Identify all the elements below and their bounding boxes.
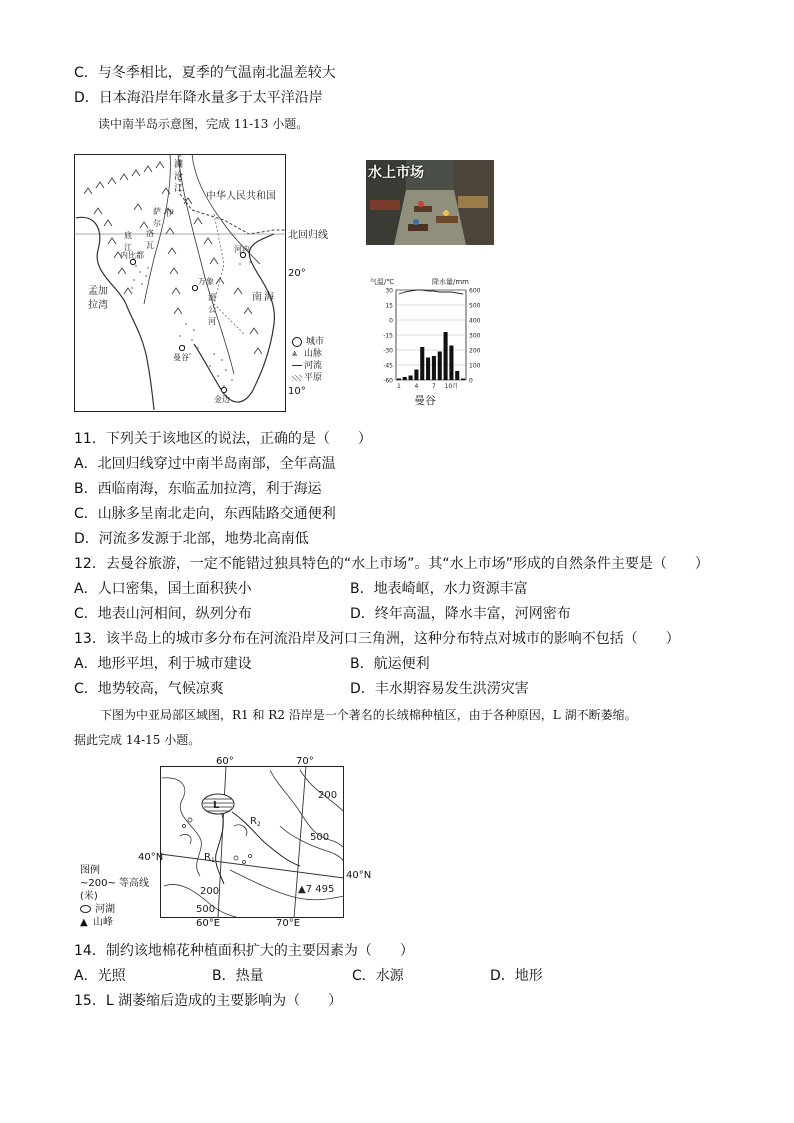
lat-40-right: 40°N: [346, 870, 372, 881]
svg-text:江: 江: [124, 243, 132, 252]
china-label: 中华人民共和国: [206, 191, 276, 202]
contour-200-s: 200: [200, 886, 220, 897]
intro-11-13: 读中南半岛示意图，完成 11-13 小题。: [98, 117, 309, 131]
svg-text:河: 河: [208, 317, 216, 326]
temp-tick-label: -45: [383, 362, 393, 370]
svg-text:湄: 湄: [208, 293, 216, 302]
q11-stem: 11．下列关于该地区的说法，正确的是（ ）: [74, 431, 372, 447]
q12-option-b[interactable]: B．地表崎岖，水力资源丰富: [350, 581, 528, 597]
contour-500-sw: 500: [196, 904, 216, 915]
temp-tick-label: 15: [385, 302, 393, 310]
q14-option-c[interactable]: C．水源: [352, 968, 404, 984]
precip-bar: [420, 347, 424, 380]
svg-text:公: 公: [208, 305, 216, 314]
r2-label: $R_2$: [250, 816, 261, 828]
legend-title: 图例: [80, 865, 100, 876]
q12-option-a[interactable]: A．人口密集，国土面积狭小: [74, 581, 252, 597]
precip-tick-label: 400: [469, 317, 481, 325]
intro-14-15-line1: 下图为中亚局部区域图，R1 和 R2 沿岸是一个著名的长绒棉种植区，由于各种原因，L 湖不断萎缩。: [100, 708, 637, 722]
temp-tick-label: 0: [389, 317, 393, 325]
option-d: D．日本海沿岸年降水量多于太平洋沿岸: [74, 90, 323, 106]
lat-10-label: 10°: [288, 386, 306, 397]
temp-axis-title: 气温/℃: [370, 278, 395, 286]
peak-icon: ▲: [80, 917, 88, 928]
r1-label: $R_1$: [204, 852, 215, 864]
temp-tick-label: -30: [383, 347, 393, 355]
indochina-map: [74, 154, 286, 412]
month-tick-label: 7: [432, 383, 436, 390]
svg-text:海: 海: [264, 292, 274, 303]
svg-text:曼谷: 曼谷: [173, 353, 189, 362]
q13-option-a[interactable]: A．地形平坦，利于城市建设: [74, 656, 252, 672]
svg-text:瓦: 瓦: [146, 241, 154, 250]
peak-label: ▲7 495: [298, 884, 335, 895]
svg-text:湾: 湾: [98, 300, 108, 311]
month-tick-label: 10月: [444, 383, 459, 390]
lon-60-bottom: 60°E: [196, 918, 221, 929]
lon-70-top: 70°: [296, 756, 314, 767]
precip-tick-label: 500: [469, 302, 481, 310]
photo-caption: 水上市场: [368, 165, 424, 181]
legend-plain: 平原: [304, 373, 323, 383]
q13-option-c[interactable]: C．地势较高，气候凉爽: [74, 681, 224, 697]
svg-text:沧: 沧: [174, 172, 184, 182]
lake-l-label: L: [213, 800, 220, 811]
precip-bar: [461, 379, 465, 381]
map1-legend: 城市 ⩓ 山脉 河流 平原: [292, 337, 325, 383]
temp-tick-label: 30: [385, 287, 393, 295]
precip-tick-label: 300: [469, 332, 481, 340]
precip-bar: [426, 358, 430, 381]
lon-70-bottom: 70°E: [276, 918, 301, 929]
precip-bar: [432, 356, 436, 380]
month-tick-label: 4: [414, 383, 419, 390]
precip-bar: [403, 377, 407, 380]
precip-bar: [444, 332, 448, 380]
svg-text:南: 南: [252, 292, 262, 303]
intro-14-15-line2: 据此完成 14-15 小题。: [74, 733, 201, 747]
q12-stem: 12．去曼谷旅游，一定不能错过独具特色的“水上市场”。其“水上市场”形成的自然条件主要是（ ）: [74, 556, 709, 572]
svg-text:洛: 洛: [146, 229, 154, 238]
svg-text:内比都: 内比都: [120, 251, 144, 260]
precip-bar: [455, 371, 459, 380]
precip-bar: [438, 352, 442, 381]
lat-20-label: 20°: [288, 268, 306, 279]
q13-option-b[interactable]: B．航运便利: [350, 656, 430, 672]
precip-bar: [414, 370, 418, 381]
lat-40-left: 40°N: [138, 852, 164, 863]
svg-text:金边: 金边: [214, 395, 230, 404]
svg-text:孟: 孟: [88, 286, 98, 297]
svg-text:万象: 万象: [198, 277, 214, 286]
central-asia-map: [160, 766, 344, 918]
q11-option-c[interactable]: C．山脉多呈南北走向，东西陆路交通便利: [74, 506, 336, 522]
lon-60-top: 60°: [216, 756, 234, 767]
q12-option-d[interactable]: D．终年高温，降水丰富，河网密布: [350, 606, 571, 622]
map2-legend: [80, 864, 160, 929]
legend-peak: 山峰: [93, 917, 113, 928]
temp-tick-label: -15: [383, 332, 393, 340]
legend-city: 城市: [306, 337, 325, 347]
svg-text:河内: 河内: [234, 245, 250, 254]
q15-stem: 15．L 湖萎缩后造成的主要影响为（ ）: [74, 993, 343, 1009]
city-label: 曼谷: [414, 394, 436, 407]
floating-market-photo: [366, 160, 494, 245]
q12-option-c[interactable]: C．地表山河相间，纵列分布: [74, 606, 252, 622]
q13-stem: 13．该半岛上的城市多分布在河流沿岸及河口三角洲，这种分布特点对城市的影响不包括（ ）: [74, 631, 680, 647]
q11-option-d[interactable]: D．河流多发源于北部，地势北高南低: [74, 531, 309, 547]
contour-500-e: 500: [310, 832, 330, 843]
option-c: C．与冬季相比，夏季的气温南北温差较大: [74, 65, 336, 81]
q14-option-d[interactable]: D．地形: [490, 968, 543, 984]
svg-text:尔: 尔: [153, 219, 161, 228]
precip-tick-label: 600: [469, 287, 481, 295]
month-tick-label: 1: [397, 383, 401, 390]
q14-option-a[interactable]: A．光照: [74, 968, 126, 984]
precip-tick-label: 200: [469, 347, 481, 355]
svg-text:澜: 澜: [174, 160, 184, 170]
legend-lake: 河湖: [95, 904, 115, 915]
legend-mountain: 山脉: [304, 349, 323, 359]
climate-chart: [362, 276, 494, 412]
precip-bar: [397, 379, 401, 381]
contour-200-ne: 200: [318, 790, 338, 801]
tropic-of-cancer-label: 北回归线: [288, 230, 328, 241]
q11-option-a[interactable]: A．北回归线穿过中南半岛南部，全年高温: [74, 456, 336, 472]
svg-text:江: 江: [174, 184, 184, 194]
q13-option-d[interactable]: D．丰水期容易发生洪涝灾害: [350, 681, 529, 697]
precip-axis-title: 降水量/mm: [432, 278, 469, 286]
q11-option-b[interactable]: B．西临南海，东临孟加拉湾，利于海运: [74, 481, 322, 497]
q14-option-b[interactable]: B．热量: [212, 968, 264, 984]
legend-contour: ~200~ 等高线(米): [80, 878, 150, 902]
svg-text:加: 加: [98, 286, 108, 297]
precip-bar: [449, 346, 453, 381]
temperature-line: [399, 290, 463, 294]
legend-river: 河流: [304, 361, 323, 371]
svg-text:拉: 拉: [88, 300, 98, 311]
precip-tick-label: 0: [469, 377, 473, 385]
q14-stem: 14．制约该地棉花种植面积扩大的主要因素为（ ）: [74, 943, 414, 959]
temp-tick-label: -60: [383, 377, 393, 385]
precip-tick-label: 100: [469, 362, 481, 370]
precip-bar: [409, 376, 413, 381]
svg-text:底: 底: [124, 231, 132, 240]
svg-text:萨: 萨: [153, 207, 161, 216]
lake-icon: [80, 905, 91, 913]
svg-text:伊: 伊: [166, 209, 174, 218]
